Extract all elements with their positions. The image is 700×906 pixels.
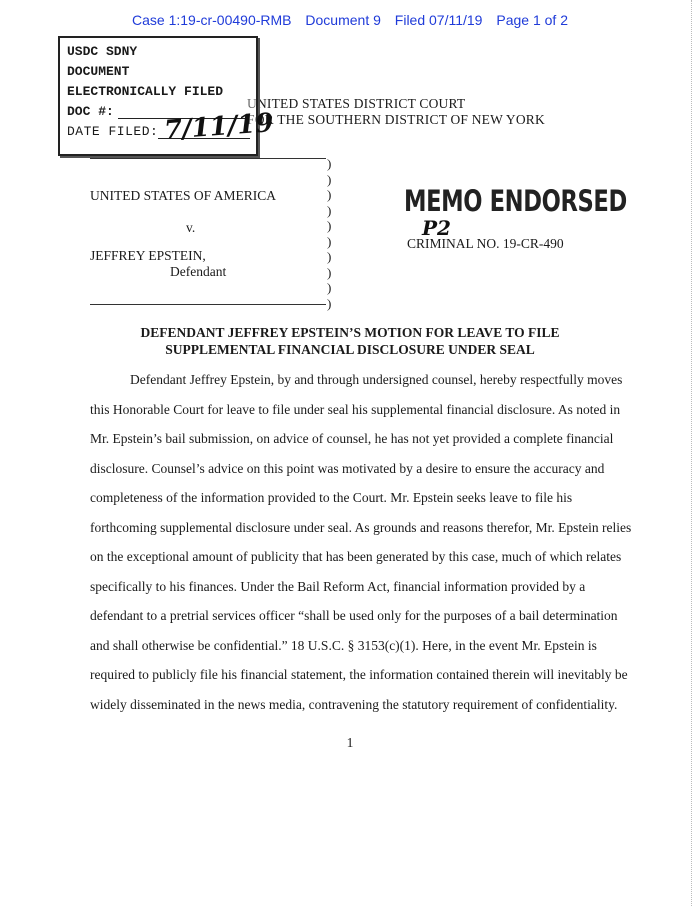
caption-bracket: )	[327, 187, 332, 202]
handwritten-filing-date: 7/11/19	[163, 108, 275, 146]
caption-defendant: JEFFREY EPSTEIN,	[90, 248, 206, 263]
motion-title-line1: DEFENDANT JEFFREY EPSTEIN’S MOTION FOR LEAVE TO FILE	[140, 325, 560, 340]
caption-bracket: )	[327, 295, 332, 311]
filed-date-header: Filed 07/11/19	[394, 12, 483, 28]
body-line: and shall otherwise be confidential.” 18 U.S.C. § 3153(c)(1). Here, in the event Mr. Epstein is	[90, 637, 597, 653]
body-line: this Honorable Court for leave to file under seal his supplemental financial disclosure. As noted in	[90, 401, 621, 417]
stamp-doc-label: DOC #:	[67, 104, 114, 119]
caption-bracket: )	[327, 171, 332, 187]
caption-bracket: )	[327, 233, 332, 249]
stamp-date-label: DATE FILED:	[67, 124, 159, 139]
case-number-header: Case 1:19-cr-00490-RMB	[132, 12, 292, 28]
body-line: widely disseminated in the news media, contravening the statutory requirement of confidentiality.	[90, 696, 618, 712]
caption-bracket: )	[327, 264, 332, 280]
clerk-filing-stamp	[58, 36, 275, 156]
scan-edge	[691, 0, 700, 906]
body-line: Defendant Jeffrey Epstein, by and through undersigned counsel, hereby respectfully moves	[130, 372, 623, 387]
handwritten-page-note: P2	[422, 216, 451, 240]
motion-body	[90, 365, 632, 719]
motion-title	[0, 324, 700, 358]
page-count-header: Page 1 of 2	[496, 12, 568, 28]
document-number-header: Document 9	[305, 12, 381, 28]
caption-bracket: )	[327, 218, 332, 233]
body-line: required to publicly file his financial statement, the information contained therein will inevitably be	[90, 667, 628, 682]
body-line: defendant to a pretrial services officer “shall be used only for the purposes of a bail determination	[90, 608, 618, 623]
motion-title-line2: SUPPLEMENTAL FINANCIAL DISCLOSURE UNDER SEAL	[165, 342, 535, 357]
body-line: forthcoming supplemental disclosure under seal. As grounds and reasons therefor, Mr. Epstein relies	[90, 519, 632, 535]
stamp-line-electronically-filed: ELECTRONICALLY FILED	[67, 84, 224, 99]
stamp-line-usdc: USDC SDNY	[67, 44, 138, 59]
body-line: completeness of the information provided to the Court. Mr. Epstein seeks leave to file his	[90, 490, 573, 505]
body-line: disclosure. Counsel’s advice on this point was motivated by a desire to ensure the accuracy and	[90, 460, 605, 476]
caption-defendant-role: Defendant	[170, 264, 227, 279]
body-line: specifically to his finances. Under the Bail Reform Act, financial information provided by a	[90, 578, 586, 594]
caption-bracket: )	[327, 249, 332, 264]
caption-bracket: )	[327, 202, 332, 218]
ecf-header	[0, 12, 700, 28]
stamp-line-document: DOCUMENT	[67, 64, 130, 79]
caption-bracket: )	[327, 156, 332, 171]
court-name-line1: UNITED STATES DISTRICT COURT	[247, 96, 466, 111]
caption-bracket: )	[327, 280, 332, 295]
caption-top-rule	[90, 158, 326, 159]
caption-plaintiff: UNITED STATES OF AMERICA	[90, 188, 277, 203]
caption-bottom-rule	[90, 304, 326, 305]
body-line: Mr. Epstein’s bail submission, on advice of counsel, he has not yet provided a complete financial	[90, 431, 614, 446]
caption-bracket-column	[327, 156, 331, 311]
memo-endorsed-stamp: MEMO ENDORSED	[404, 184, 627, 218]
caption-case-number: CRIMINAL NO. 19-CR-490	[407, 236, 564, 251]
page-number: 1	[346, 735, 354, 750]
body-line: on the exceptional amount of publicity that has been generated by this case, much of which relates	[90, 549, 622, 564]
caption-versus: v.	[186, 220, 196, 235]
court-name-line2: FOR THE SOUTHERN DISTRICT OF NEW YORK	[247, 112, 545, 127]
